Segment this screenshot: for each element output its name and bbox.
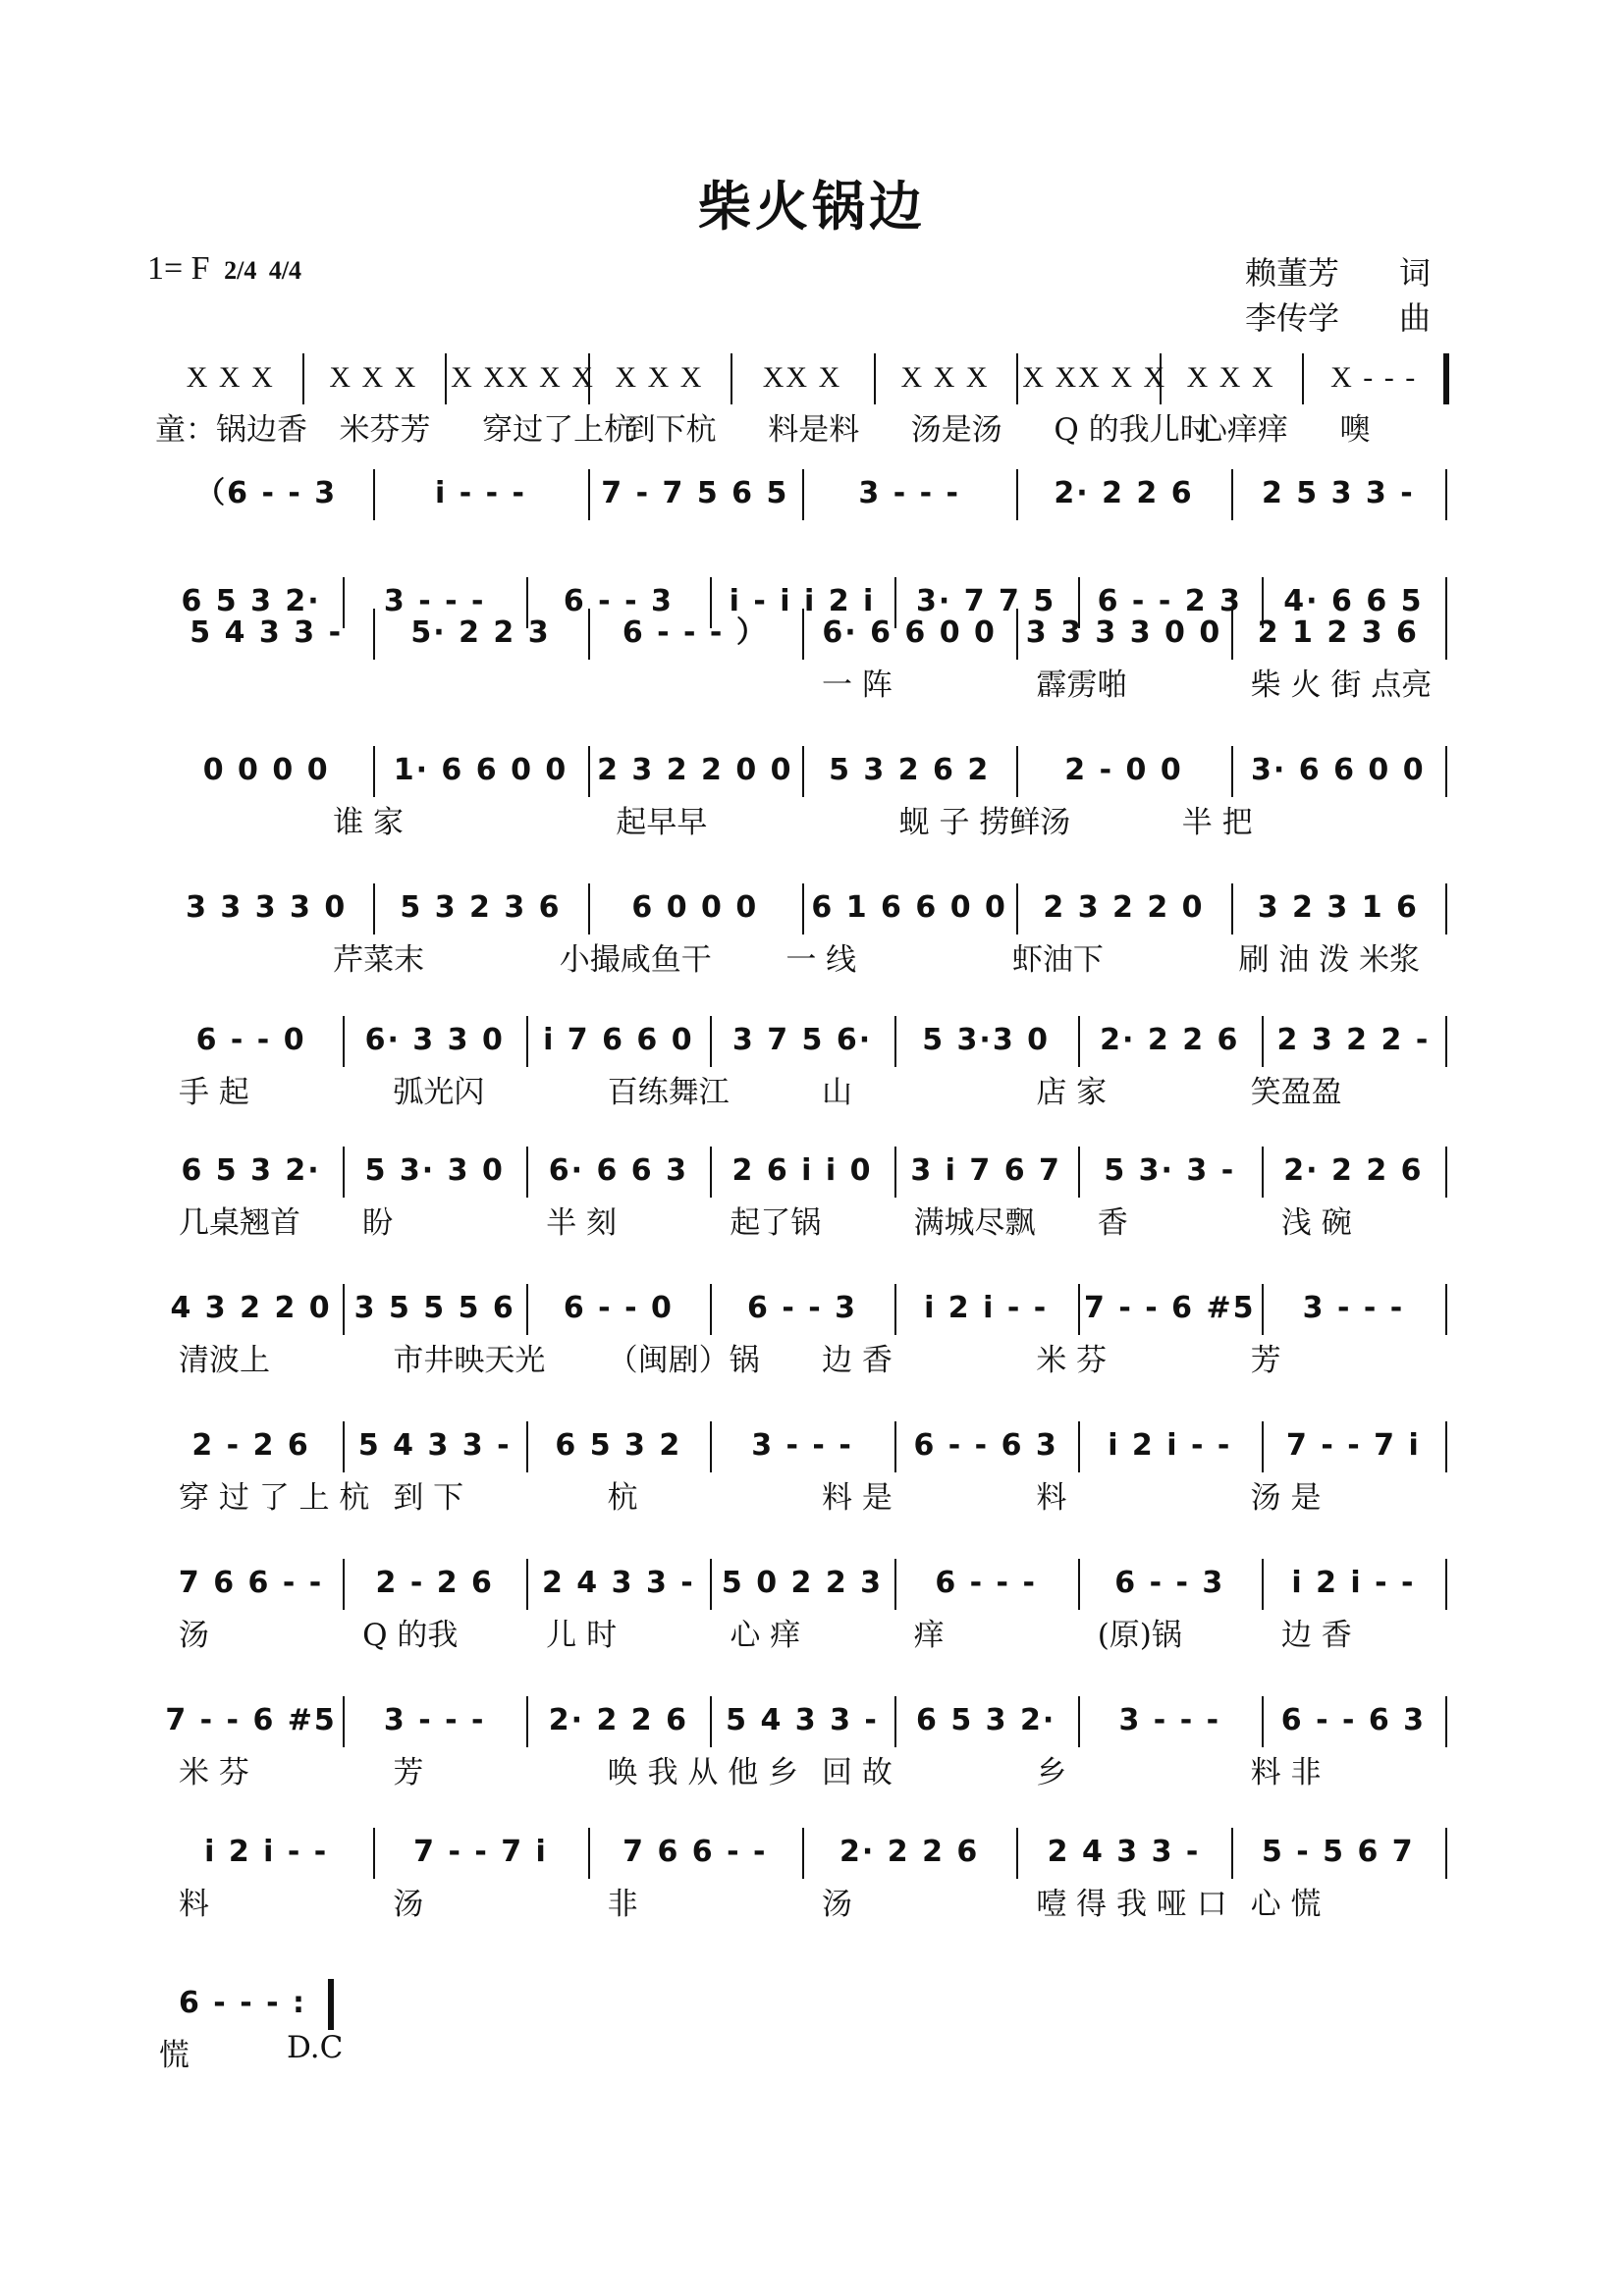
measure: X X X [186,361,275,394]
lyric: 穿过了上杭 [482,412,635,448]
lyric: 唤 我 从 他 乡 [607,1755,799,1790]
measure: 6 - - 6 3 [1280,1703,1427,1737]
measure: 6 5 3 2· [181,1153,321,1188]
barline [1078,1284,1080,1335]
lyric: 盼 [362,1205,394,1241]
measure: 5 3·3 0 [922,1023,1051,1057]
barline [894,1147,896,1198]
measure: 2 3 2 2 0 0 [597,753,793,787]
lyric: 小撮咸鱼干 [559,942,712,978]
barline [1445,746,1447,797]
lyric: 一 线 [785,942,857,978]
measure: 3 5 5 5 6 [353,1291,515,1325]
lyric-line [159,934,1445,978]
barline [373,746,375,797]
measure: 3 7 5 6· [731,1023,873,1057]
barline [1445,1147,1447,1198]
lyric: 半 把 [1181,805,1253,840]
measure: 2 - 0 0 [1064,753,1183,787]
lyric-line [159,1067,1445,1110]
score-system [159,883,1445,933]
barline [710,1421,712,1472]
lyric: (原)锅 [1097,1618,1182,1653]
barline [1016,1828,1018,1879]
barline [343,1284,345,1335]
barline [710,1284,712,1335]
time-signature-1: 2/4 [224,256,257,285]
barline [710,1559,712,1610]
barline [373,609,375,660]
measure: 3 - - - [383,584,486,618]
barline [1262,1559,1264,1610]
lyric: D.C [287,2030,344,2065]
measure: 3 2 3 1 6 [1257,890,1419,925]
lyric: Q 的我 [362,1618,459,1653]
measure: 7 6 6 - - [178,1566,324,1600]
measure: 3 - - - [858,476,960,510]
repeat-barline [1443,353,1449,404]
barline [731,353,732,404]
barline [710,1016,712,1067]
score-system [159,1421,1445,1470]
measure: 5 3 2 3 6 [400,890,562,925]
measure: 5· 2 2 3 [410,615,551,650]
measure: 5 4 3 3 - [726,1703,879,1737]
lyric: 回 故 [822,1755,893,1790]
measure: 5 3 2 6 2 [829,753,991,787]
measure: 2 4 3 3 - [541,1566,695,1600]
lyric: 百练舞江 [607,1075,730,1110]
barline [802,609,804,660]
barline [343,1147,345,1198]
measure: i 2 i - - [204,1835,329,1869]
measure: i - - - [435,476,526,510]
lyric: 心 慌 [1250,1887,1322,1922]
lyric: 噢 [1339,412,1371,448]
measure: 2 1 2 3 6 [1257,615,1419,650]
barline [1445,1421,1447,1472]
barline [894,1559,896,1610]
lyric: 市井映天光 [393,1343,546,1378]
measure: 6 1 6 6 0 0 [811,890,1007,925]
measure: 5 0 2 2 3 [721,1566,884,1600]
lyric-line [159,1472,1445,1516]
measure: 5 4 3 3 - [189,615,344,650]
barline [894,1284,896,1335]
lyric-line [159,2030,1445,2073]
measure: XX X [762,361,842,394]
measure: 5 3· 3 0 [364,1153,505,1188]
measure: X XX X X [451,361,595,394]
barline [343,1696,345,1747]
lyric: 满城尽飘 [913,1205,1036,1241]
measure: 3 - - - [383,1703,486,1737]
measure: i 2 i - - [1291,1566,1416,1600]
lyric-line [159,1335,1445,1378]
measure: 6 - - - ） [622,615,768,650]
barline [302,353,304,404]
barline [710,1696,712,1747]
lyric: 穿 过 了 上 杭 [179,1480,370,1516]
barline [1016,609,1018,660]
score-system [159,1979,1445,2028]
measure: 3 - - - [1302,1291,1405,1325]
lyricist-credit [1245,250,1431,295]
barline [588,1828,590,1879]
barline [1262,1284,1264,1335]
barline [1262,1147,1264,1198]
time-signature-2: 4/4 [268,256,302,285]
barline [588,883,590,934]
lyric: 芹菜末 [333,942,425,978]
score-system [159,746,1445,795]
lyric: 儿 时 [546,1618,618,1653]
lyric: 到 下 [393,1480,464,1516]
barline [526,1421,528,1472]
measure: 6 5 3 2· [916,1703,1056,1737]
lyric: 心 痒 [730,1618,801,1653]
lyric: 料 [179,1887,209,1922]
lyricist-role: 词 [1399,254,1432,292]
barline [588,609,590,660]
measure: X XX X X [1022,361,1167,394]
lyric: 虾油下 [1011,942,1104,978]
measure: 6· 3 3 0 [364,1023,505,1057]
barline [1016,883,1018,934]
measure: 6 - - - [935,1566,1037,1600]
measure: 5 - 5 6 7 [1261,1835,1415,1869]
repeat-end-barline [328,1979,334,2030]
measure: 6 5 3 2 [555,1428,682,1463]
lyric: 芳 [1250,1343,1281,1378]
measure: 7 - - 6 #5 [1084,1291,1256,1325]
score-system [159,1147,1445,1196]
lyric: 起了锅 [730,1205,822,1241]
lyric: 笑盈盈 [1250,1075,1342,1110]
lyric: 米芬芳 [339,412,431,448]
lyric: 米 芬 [1036,1343,1108,1378]
measure: X X X [615,361,704,394]
barline [1445,1696,1447,1747]
measure: 6 - - 2 3 [1097,584,1242,618]
measure: 6 5 3 2· [181,584,321,618]
measure: 5 3· 3 - [1104,1153,1236,1188]
measure: 4 3 2 2 0 [170,1291,332,1325]
barline [1445,1284,1447,1335]
measure: 6 - - 3 [747,1291,857,1325]
lyric: 谁 家 [333,805,405,840]
lyric: 汤 是 [1250,1480,1322,1516]
lyric: 米 芬 [179,1755,249,1790]
barline [1231,1828,1233,1879]
measure: 2 4 3 3 - [1047,1835,1201,1869]
lyric: 一 阵 [822,667,893,703]
barline [874,353,876,404]
lyric: 蚬 子 捞鲜汤 [898,805,1071,840]
barline [1078,1147,1080,1198]
measure: 2 3 2 2 - [1276,1023,1431,1057]
barline [526,1147,528,1198]
barline [588,746,590,797]
barline [1262,1016,1264,1067]
lyric: 起早早 [616,805,708,840]
lyric-line [159,660,1445,703]
measure: 3· 7 7 5 [916,584,1056,618]
barline [1262,1696,1264,1747]
measure: 2 6 i i 0 [731,1153,873,1188]
lyric: 慌 [159,2038,189,2073]
barline [1231,746,1233,797]
measure: X - - - [1330,361,1418,394]
barline [1160,353,1162,404]
barline [526,1016,528,1067]
lyric: 料 是 [822,1480,893,1516]
barline [588,469,590,520]
barline [802,746,804,797]
score-system [159,1696,1445,1745]
score-system [159,609,1445,658]
barline [894,1421,896,1472]
lyric-line [159,1198,1445,1241]
lyric: 汤是汤 [910,412,1002,448]
lyric: 店 家 [1036,1075,1108,1110]
lyric: 非 [607,1887,638,1922]
lyric: 汤 [179,1618,209,1653]
barline [588,353,590,404]
barline [526,1284,528,1335]
lyric-line [155,404,1443,448]
measure: 2· 2 2 6 [1054,476,1194,510]
measure: i 2 i - - [924,1291,1049,1325]
measure: 1· 6 6 0 0 [393,753,568,787]
measure: 2· 2 2 6 [548,1703,688,1737]
measure: 6 - - - : [178,1986,306,2020]
measure: 2· 2 2 6 [1100,1023,1240,1057]
score-system [159,353,1445,402]
measure: 7 - - 7 i [1286,1428,1421,1463]
barline [894,1696,896,1747]
barline [373,469,375,520]
lyric-line [159,1610,1445,1653]
barline [1016,469,1018,520]
lyric: 边 香 [822,1343,893,1378]
lyric: （闽剧）锅 [607,1343,760,1378]
measure: 3 - - - [1118,1703,1221,1737]
barline [1262,1421,1264,1472]
measure: 3 3 3 3 0 [186,890,348,925]
barline [894,1016,896,1067]
measure: 6 - - 6 3 [913,1428,1058,1463]
measure: 4· 6 6 5 [1283,584,1424,618]
measure: 2· 2 2 6 [1283,1153,1424,1188]
barline [802,1828,804,1879]
lyric: 手 起 [179,1075,249,1110]
measure: 3 i 7 6 7 [910,1153,1061,1188]
score-system [159,1559,1445,1608]
barline [1445,469,1447,520]
barline [802,883,804,934]
barline [1445,883,1447,934]
lyric: 边 香 [1280,1618,1352,1653]
measure: 7 6 6 - - [623,1835,768,1869]
measure: 6 - - 3 [1114,1566,1225,1600]
measure: 6· 6 6 0 0 [822,615,997,650]
measure: 6 0 0 0 [631,890,759,925]
measure: X X X [1186,361,1275,394]
score-system [159,469,1445,518]
barline [1302,353,1304,404]
lyric: 刷 油 泼 米浆 [1238,942,1420,978]
song-title: 柴火锅边 [698,175,926,238]
barline [1445,1016,1447,1067]
measure: 7 - - 6 #5 [165,1703,337,1737]
lyric: 汤 [822,1887,852,1922]
lyric: 弧光闪 [393,1075,485,1110]
key-signature [147,250,301,288]
measure: i 2 i - - [1108,1428,1232,1463]
measure: 2 5 3 3 - [1261,476,1415,510]
barline [1231,883,1233,934]
score-system [159,1284,1445,1333]
barline [526,1559,528,1610]
measure: 6 - - 0 [563,1291,674,1325]
measure: 7 - - 7 i [413,1835,548,1869]
barline [1078,1016,1080,1067]
barline [1445,1828,1447,1879]
measure: 0 0 0 0 [202,753,330,787]
barline [373,883,375,934]
barline [1445,1559,1447,1610]
lyric: Q 的我儿时 [1054,412,1211,448]
lyric: 香 [1097,1205,1128,1241]
composer-name: 李传学 [1245,299,1340,337]
lyric-line [159,797,1445,840]
score-system [159,1828,1445,1877]
lyric: 料 非 [1250,1755,1322,1790]
measure: 2 3 2 2 0 [1043,890,1205,925]
credits [1245,250,1431,341]
lyric: 清波上 [179,1343,270,1378]
composer-credit [1245,295,1431,341]
measure: i 7 6 6 0 [543,1023,694,1057]
lyric: 山 [822,1075,852,1110]
measure: 3 3 3 3 0 0 [1025,615,1222,650]
lyric: 柴 火 街 点亮 [1250,667,1433,703]
measure: 7 - 7 5 6 5 [601,476,789,510]
barline [1078,1421,1080,1472]
measure: 6 - - 0 [195,1023,306,1057]
lyric: 杭 [607,1480,638,1516]
lyric: 乡 [1036,1755,1067,1790]
measure: （6 - - 3 [195,476,338,510]
lyric: 料是料 [768,412,860,448]
lyric: 童：锅边香 [155,412,307,448]
barline [802,469,804,520]
lyric: 汤 [393,1887,424,1922]
lyric: 霹雳啪 [1036,667,1128,703]
barline [373,1828,375,1879]
measure: 6 - - 3 [563,584,674,618]
lyric-line [159,1879,1445,1922]
barline [343,1421,345,1472]
barline [1231,609,1233,660]
score-system [159,1016,1445,1065]
barline [1078,1559,1080,1610]
lyric: 痒 [913,1618,945,1653]
measure: 3 - - - [751,1428,853,1463]
barline [1445,609,1447,660]
lyric: 芳 [393,1755,424,1790]
lyric: 噎 得 我 哑 口 [1036,1887,1227,1922]
measure: 2· 2 2 6 [839,1835,980,1869]
measure: X X X [329,361,418,394]
lyric: 料 [1036,1480,1067,1516]
lyric: 几桌翘首 [179,1205,300,1241]
barline [1016,353,1018,404]
composer-role: 曲 [1399,299,1432,337]
measure: i - i i 2 i [729,584,876,618]
lyric: 半 刻 [546,1205,618,1241]
barline [343,1559,345,1610]
lyricist-name: 赖董芳 [1245,254,1340,292]
lyric: 到下杭 [624,412,717,448]
lyric: 心痒痒 [1196,412,1288,448]
barline [1016,746,1018,797]
lyric-line [159,1747,1445,1790]
measure: 3· 6 6 0 0 [1251,753,1426,787]
barline [1231,469,1233,520]
measure: 6· 6 6 3 [548,1153,688,1188]
barline [1078,1696,1080,1747]
measure: 5 4 3 3 - [357,1428,512,1463]
barline [710,1147,712,1198]
barline [343,1016,345,1067]
barline [526,1696,528,1747]
barline [445,353,447,404]
key-label: 1= F [147,250,210,287]
measure: 2 - 2 6 [375,1566,494,1600]
lyric: 浅 碗 [1280,1205,1352,1241]
measure: 2 - 2 6 [191,1428,310,1463]
measure: X X X [900,361,990,394]
